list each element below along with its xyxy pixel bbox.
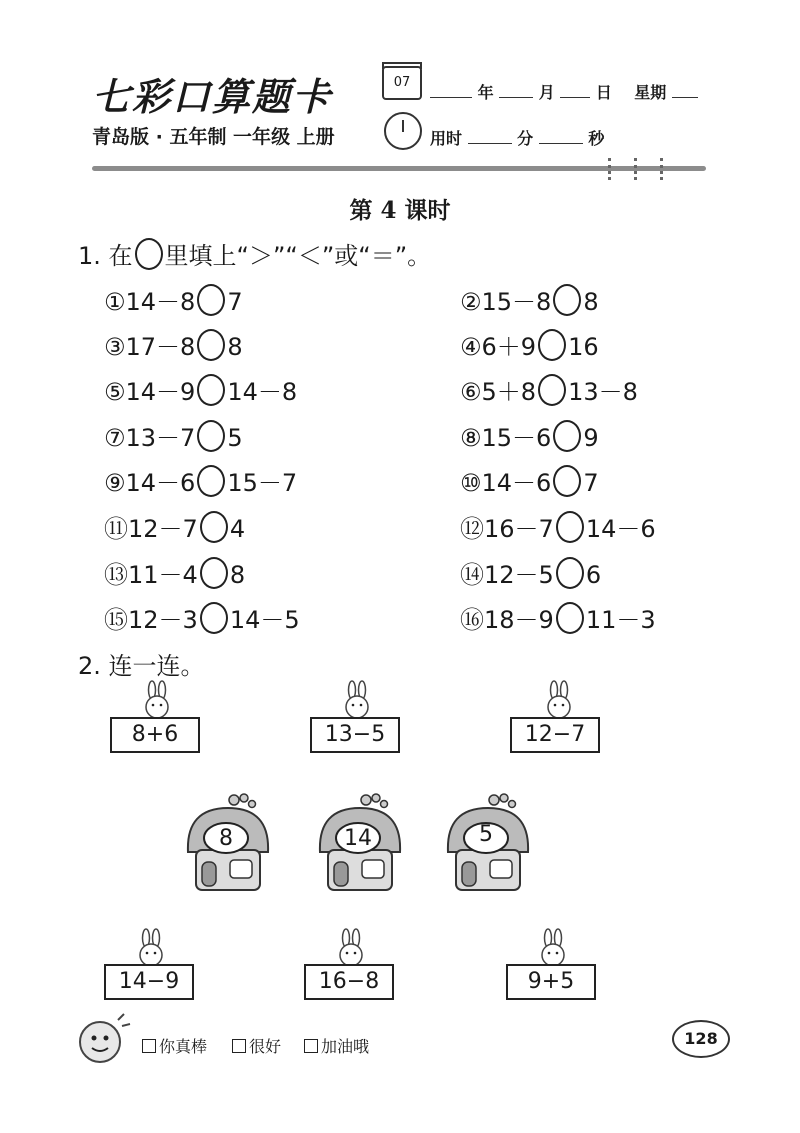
- answer-circle[interactable]: [538, 374, 566, 406]
- compare-item: [104, 509, 245, 544]
- answer-circle[interactable]: [197, 284, 225, 316]
- time-fields: [430, 126, 604, 149]
- item-right: 11－3: [585, 606, 656, 634]
- item-right: 15－7: [227, 469, 298, 497]
- answer-circle[interactable]: [200, 511, 228, 543]
- year-blank[interactable]: [430, 83, 472, 98]
- rabbit-icon: [534, 928, 574, 968]
- checkbox[interactable]: [142, 1039, 156, 1053]
- expression-card[interactable]: 16−8: [304, 964, 394, 1000]
- item-left: ⑪12－7: [104, 515, 198, 543]
- compare-item: [460, 555, 601, 590]
- compare-item: [104, 372, 297, 407]
- compare-item: [460, 372, 638, 407]
- answer-circle[interactable]: [553, 284, 581, 316]
- item-left: ③17－8: [104, 333, 196, 361]
- compare-item: [460, 418, 599, 453]
- minutes-blank[interactable]: [468, 129, 512, 144]
- compare-item: [104, 463, 297, 498]
- item-right: 7: [227, 288, 243, 316]
- rabbit-icon: [332, 928, 372, 968]
- item-left: ⑤14－9: [104, 378, 196, 406]
- answer-circle[interactable]: [197, 420, 225, 452]
- month-label: 月: [538, 83, 555, 102]
- item-right: 8: [583, 288, 599, 316]
- rating-option[interactable]: [304, 1034, 369, 1057]
- day-blank[interactable]: [560, 83, 590, 98]
- compare-item: [104, 555, 245, 590]
- compare-item: [460, 509, 656, 544]
- clock-icon: [384, 112, 422, 150]
- answer-circle[interactable]: [197, 329, 225, 361]
- mascot-icon: [70, 1006, 134, 1070]
- item-right: 8: [229, 561, 246, 589]
- compare-item: [460, 600, 656, 635]
- question-1-prompt: [78, 236, 431, 271]
- item-right: 6: [585, 561, 602, 589]
- rule-tick: [634, 158, 641, 180]
- rabbit-icon: [132, 928, 172, 968]
- seconds-blank[interactable]: [539, 129, 583, 144]
- answer-circle[interactable]: [197, 374, 225, 406]
- expression-card[interactable]: 8+6: [110, 717, 200, 753]
- item-right: 9: [583, 424, 599, 452]
- house-number: 14: [344, 826, 372, 851]
- minutes-label: 分: [517, 129, 534, 148]
- compare-item: [460, 327, 599, 362]
- rating-label: 很好: [249, 1037, 282, 1056]
- item-left: ⑯18－9: [460, 606, 554, 634]
- item-left: ④6＋9: [460, 333, 537, 361]
- rule-tick: [608, 158, 615, 180]
- item-left: ⑩14－6: [460, 469, 552, 497]
- brand-title: 七彩口算题卡: [92, 74, 333, 119]
- compare-item: [104, 282, 243, 317]
- day-label: 日: [595, 83, 612, 102]
- compare-circle-icon: [135, 238, 163, 270]
- time-label: 用时: [430, 129, 463, 148]
- answer-circle[interactable]: [553, 465, 581, 497]
- item-left: ⑧15－6: [460, 424, 552, 452]
- house-number: 5: [479, 822, 493, 847]
- answer-circle[interactable]: [200, 557, 228, 589]
- compare-item: [104, 418, 243, 453]
- checkbox[interactable]: [232, 1039, 246, 1053]
- compare-item: [104, 327, 243, 362]
- calendar-icon: 07: [382, 66, 422, 100]
- answer-circle[interactable]: [556, 557, 584, 589]
- item-right: 7: [583, 469, 599, 497]
- rating-option[interactable]: [232, 1034, 281, 1057]
- rating-label: 加油哦: [321, 1037, 370, 1056]
- page-number: 128: [672, 1020, 730, 1058]
- item-left: ⑦13－7: [104, 424, 196, 452]
- year-label: 年: [477, 83, 494, 102]
- expression-card[interactable]: 14−9: [104, 964, 194, 1000]
- item-left: ⑮12－3: [104, 606, 198, 634]
- house-number: 8: [219, 826, 233, 851]
- rating-option[interactable]: [142, 1034, 207, 1057]
- compare-item: [460, 282, 599, 317]
- item-left: ⑫16－7: [460, 515, 554, 543]
- compare-item: [104, 600, 300, 635]
- answer-circle[interactable]: [200, 602, 228, 634]
- weekday-blank[interactable]: [672, 83, 698, 98]
- edition-label: 青岛版 · 五年制 一年级 上册: [92, 126, 335, 148]
- answer-circle[interactable]: [553, 420, 581, 452]
- item-right: 14－6: [585, 515, 656, 543]
- month-blank[interactable]: [499, 83, 533, 98]
- item-left: ⑥5＋8: [460, 378, 537, 406]
- q1-text-after: 里填上“＞”“＜”或“＝”。: [164, 242, 432, 270]
- expression-card[interactable]: 13−5: [310, 717, 400, 753]
- rating-label: 你真棒: [159, 1037, 208, 1056]
- answer-circle[interactable]: [556, 602, 584, 634]
- expression-card[interactable]: 9+5: [506, 964, 596, 1000]
- item-left: ⑭12－5: [460, 561, 554, 589]
- item-right: 8: [227, 333, 243, 361]
- compare-item: [460, 463, 599, 498]
- item-right: 14－8: [227, 378, 298, 406]
- checkbox[interactable]: [304, 1039, 318, 1053]
- item-left: ⑨14－6: [104, 469, 196, 497]
- lesson-title: 第 4 课时: [349, 197, 451, 224]
- item-right: 5: [227, 424, 243, 452]
- expression-card[interactable]: 12−7: [510, 717, 600, 753]
- rabbit-icon: [540, 680, 580, 720]
- weekday-label: 星期: [634, 83, 667, 102]
- item-left: ②15－8: [460, 288, 552, 316]
- item-left: ①14－8: [104, 288, 196, 316]
- date-fields: [430, 80, 698, 103]
- answer-circle[interactable]: [197, 465, 225, 497]
- rabbit-icon: [338, 680, 378, 720]
- answer-circle[interactable]: [538, 329, 566, 361]
- item-right: 16: [568, 333, 599, 361]
- q1-text-before: 1. 在: [78, 242, 133, 270]
- item-left: ⑬11－4: [104, 561, 198, 589]
- answer-circle[interactable]: [556, 511, 584, 543]
- item-right: 14－5: [229, 606, 300, 634]
- item-right: 13－8: [568, 378, 638, 406]
- rule-tick: [660, 158, 667, 180]
- question-2-prompt: 2. 连一连。: [78, 652, 205, 680]
- seconds-label: 秒: [588, 129, 605, 148]
- item-right: 4: [229, 515, 246, 543]
- rabbit-icon: [138, 680, 178, 720]
